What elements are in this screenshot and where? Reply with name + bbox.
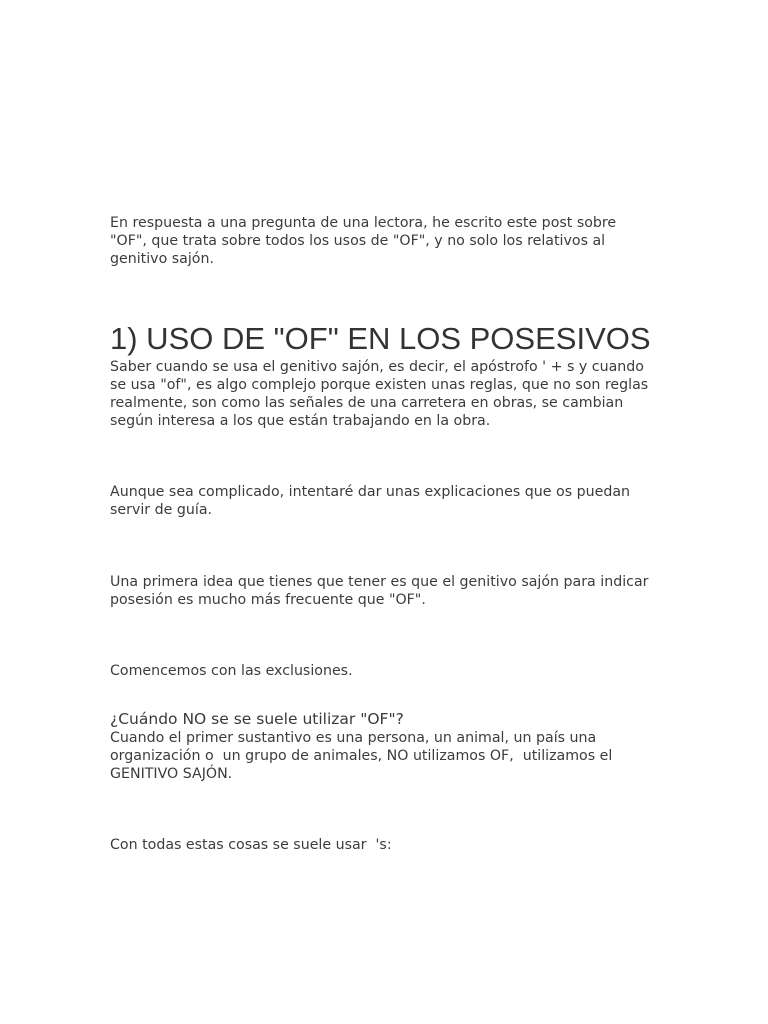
- paragraph-genitivo: [110, 358, 648, 430]
- paragraph-line: se usa "of", es algo complejo porque existen unas reglas, que no son reglas: [110, 377, 649, 393]
- paragraph-line: según interesa a los que están trabajando en la obra.: [110, 413, 491, 429]
- paragraph-line: organización o un grupo de animales, NO utilizamos OF, utilizamos el: [110, 748, 613, 764]
- paragraph-line: posesión es mucho más frecuente que "OF".: [110, 592, 426, 608]
- paragraph-line: GENITIVO SAJÓN.: [110, 766, 233, 782]
- paragraph-guia: [110, 483, 630, 519]
- paragraph-line: Comencemos con las exclusiones.: [110, 663, 353, 679]
- intro-line: "OF", que trata sobre todos los usos de "OF", y no solo los relativos al: [110, 233, 606, 249]
- paragraph-line: Una primera idea que tienes que tener es que el genitivo sajón para indicar: [110, 574, 649, 590]
- paragraph-exclusiones: [110, 662, 353, 680]
- paragraph-line: Aunque sea complicado, intentaré dar unas explicaciones que os puedan: [110, 484, 631, 500]
- subheading: ¿Cuándo NO se se suele utilizar "OF"?: [110, 710, 404, 728]
- paragraph-line: Cuando el primer sustantivo es una persona, un animal, un país una: [110, 730, 597, 746]
- paragraph-line: Con todas estas cosas se suele usar 's:: [110, 837, 392, 853]
- paragraph-line: Saber cuando se usa el genitivo sajón, es decir, el apóstrofo ' + s y cuando: [110, 359, 644, 375]
- intro-paragraph: [110, 214, 616, 268]
- paragraph-line: realmente, son como las señales de una carretera en obras, se cambian: [110, 395, 624, 411]
- paragraph-posesion: [110, 573, 648, 609]
- paragraph-usar-s: [110, 836, 392, 854]
- intro-line: genitivo sajón.: [110, 251, 214, 267]
- paragraph-line: servir de guía.: [110, 502, 213, 518]
- section-heading: 1) USO DE "OF" EN LOS POSESIVOS: [110, 321, 651, 356]
- intro-line: En respuesta a una pregunta de una lectora, he escrito este post sobre: [110, 215, 617, 231]
- paragraph-no-of: [110, 729, 612, 783]
